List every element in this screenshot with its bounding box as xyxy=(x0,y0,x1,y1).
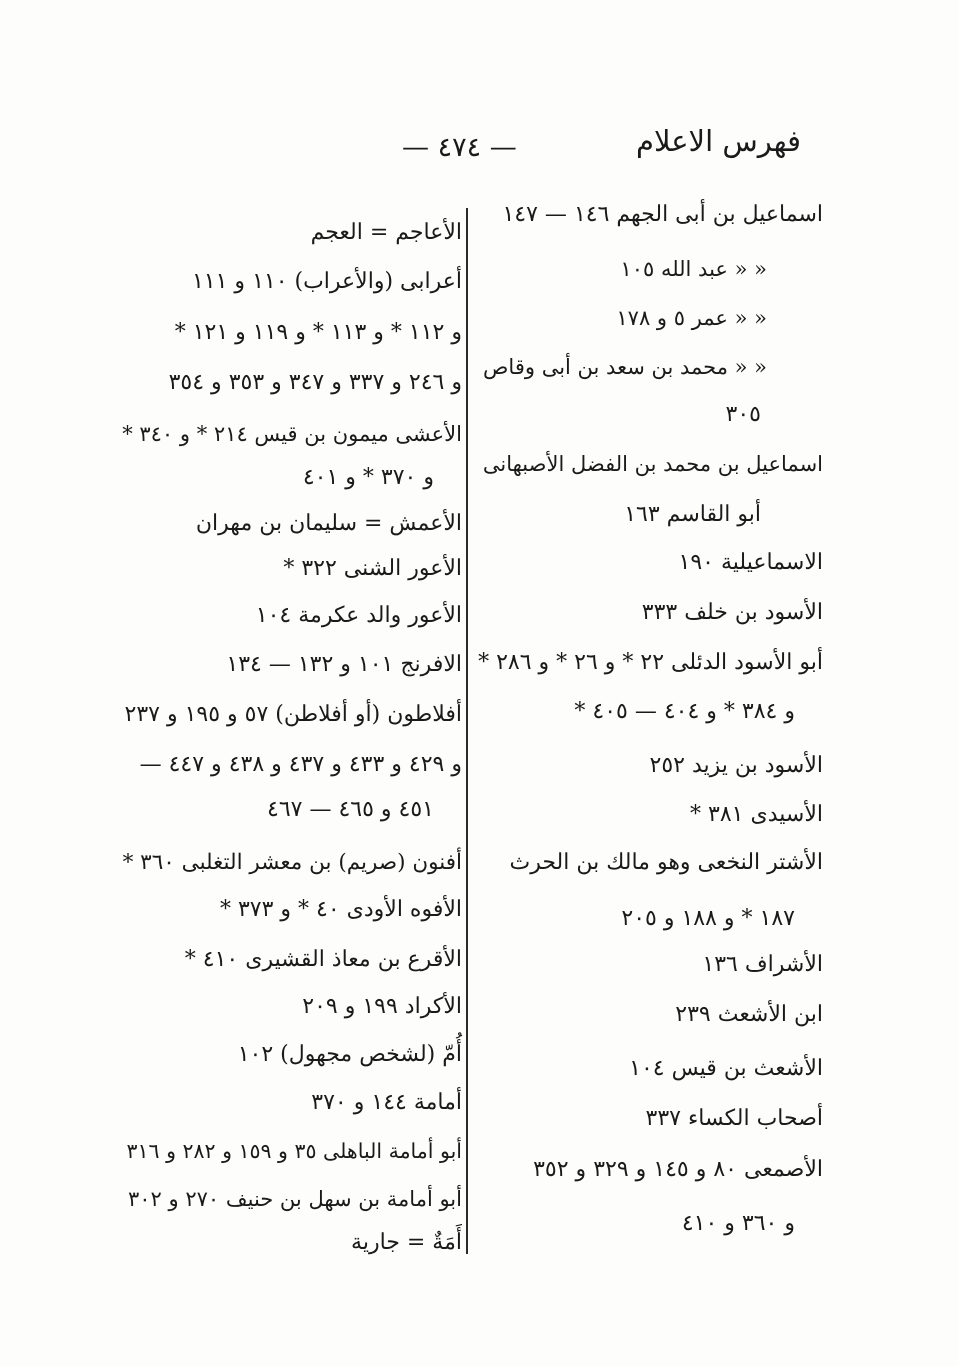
index-entry: الأعاجم = العجم xyxy=(310,220,462,245)
index-entry: الأشعث بن قيس ١٠٤ xyxy=(629,1056,823,1081)
index-entry: أفلاطون (أو أفلاطن) ٥٧ و ١٩٥ و ٢٣٧ xyxy=(124,702,462,727)
index-entry: أَمَةٌ = جارية xyxy=(351,1230,462,1255)
index-entry: ١٨٧ * و ١٨٨ و ٢٠٥ xyxy=(621,906,795,931)
index-entry: و ٣٦٠ و ٤١٠ xyxy=(681,1211,795,1236)
index-entry: أبو أمامة بن سهل بن حنيف ٢٧٠ و ٣٠٢ xyxy=(128,1187,462,1211)
index-entry: و ١١٢ * و ١١٣ * و ١١٩ و ١٢١ * xyxy=(174,320,462,345)
index-entry: « « عمر ٥ و ١٧٨ xyxy=(616,306,767,330)
index-entry: الأعمش = سليمان بن مهران xyxy=(195,511,462,536)
index-entry: الأسيدى ٣٨١ * xyxy=(690,802,823,827)
index-entry: و ٣٨٤ * و ٤٠٤ — ٤٠٥ * xyxy=(574,699,795,724)
index-entry: الأعشى ميمون بن قيس ٢١٤ * و ٣٤٠ * xyxy=(122,422,462,446)
index-entry: أبو القاسم ١٦٣ xyxy=(624,502,761,527)
index-entry: ٤٥١ و ٤٦٥ — ٤٦٧ xyxy=(267,797,434,822)
index-entry: أُمّ (لشخص مجهول) ١٠٢ xyxy=(237,1042,462,1067)
index-entry: و ٤٢٩ و ٤٣٣ و ٤٣٧ و ٤٣٨ و ٤٤٧ — xyxy=(139,752,462,777)
index-entry: « « محمد بن سعد بن أبى وقاص xyxy=(483,355,767,379)
index-entry: أصحاب الكساء ٣٣٧ xyxy=(645,1106,823,1131)
index-entry: الأسود بن يزيد ٢٥٢ xyxy=(649,753,823,778)
index-entry: الأفوه الأودى ٤٠ * و ٣٧٣ * xyxy=(219,897,462,922)
index-entry: الأشتر النخعى وهو مالك بن الحرث xyxy=(509,850,823,875)
index-entry: أمامة ١٤٤ و ٣٧٠ xyxy=(311,1090,462,1115)
index-entry: أفنون (صريم) بن معشر التغلبى ٣٦٠ * xyxy=(122,850,462,875)
index-entry: ابن الأشعث ٢٣٩ xyxy=(675,1002,823,1027)
page-header-title: فهرس الاعلام xyxy=(635,124,801,158)
index-entry: و ٢٤٦ و ٣٣٧ و ٣٤٧ و ٣٥٣ و ٣٥٤ xyxy=(168,370,462,395)
index-entry: الأصمعى ٨٠ و ١٤٥ و ٣٢٩ و ٣٥٢ xyxy=(533,1157,823,1182)
index-entry: اسماعيل بن محمد بن الفضل الأصبهانى xyxy=(482,452,823,476)
index-entry: « « عبد الله ١٠٥ xyxy=(620,257,767,281)
index-entry: الأعور الشنى ٣٢٢ * xyxy=(283,556,462,581)
index-entry: اسماعيل بن أبى الجهم ١٤٦ — ١٤٧ xyxy=(502,202,823,227)
index-entry: الأكراد ١٩٩ و ٢٠٩ xyxy=(302,994,462,1019)
index-entry: الأقرع بن معاذ القشيرى ٤١٠ * xyxy=(184,947,462,972)
index-entry: أعرابى (والأعراب) ١١٠ و ١١١ xyxy=(191,269,462,294)
index-entry: الاسماعيلية ١٩٠ xyxy=(678,550,823,575)
index-entry: الأعور والد عكرمة ١٠٤ xyxy=(255,603,462,628)
index-entry: أبو الأسود الدئلى ٢٢ * و ٢٦ * و ٢٨٦ * xyxy=(478,650,823,675)
index-entry: الأشراف ١٣٦ xyxy=(702,952,823,977)
index-entry: و ٣٧٠ * و ٤٠١ xyxy=(302,465,434,490)
column-divider xyxy=(466,208,468,1254)
index-entry: أبو أمامة الباهلى ٣٥ و ١٥٩ و ٢٨٢ و ٣١٦ xyxy=(126,1139,462,1163)
page-number: — ٤٧٤ — xyxy=(402,132,517,163)
index-entry: الافرنج ١٠١ و ١٣٢ — ١٣٤ xyxy=(226,652,462,677)
index-entry: الأسود بن خلف ٣٣٣ xyxy=(641,600,823,625)
index-entry: ٣٠٥ xyxy=(725,402,761,427)
